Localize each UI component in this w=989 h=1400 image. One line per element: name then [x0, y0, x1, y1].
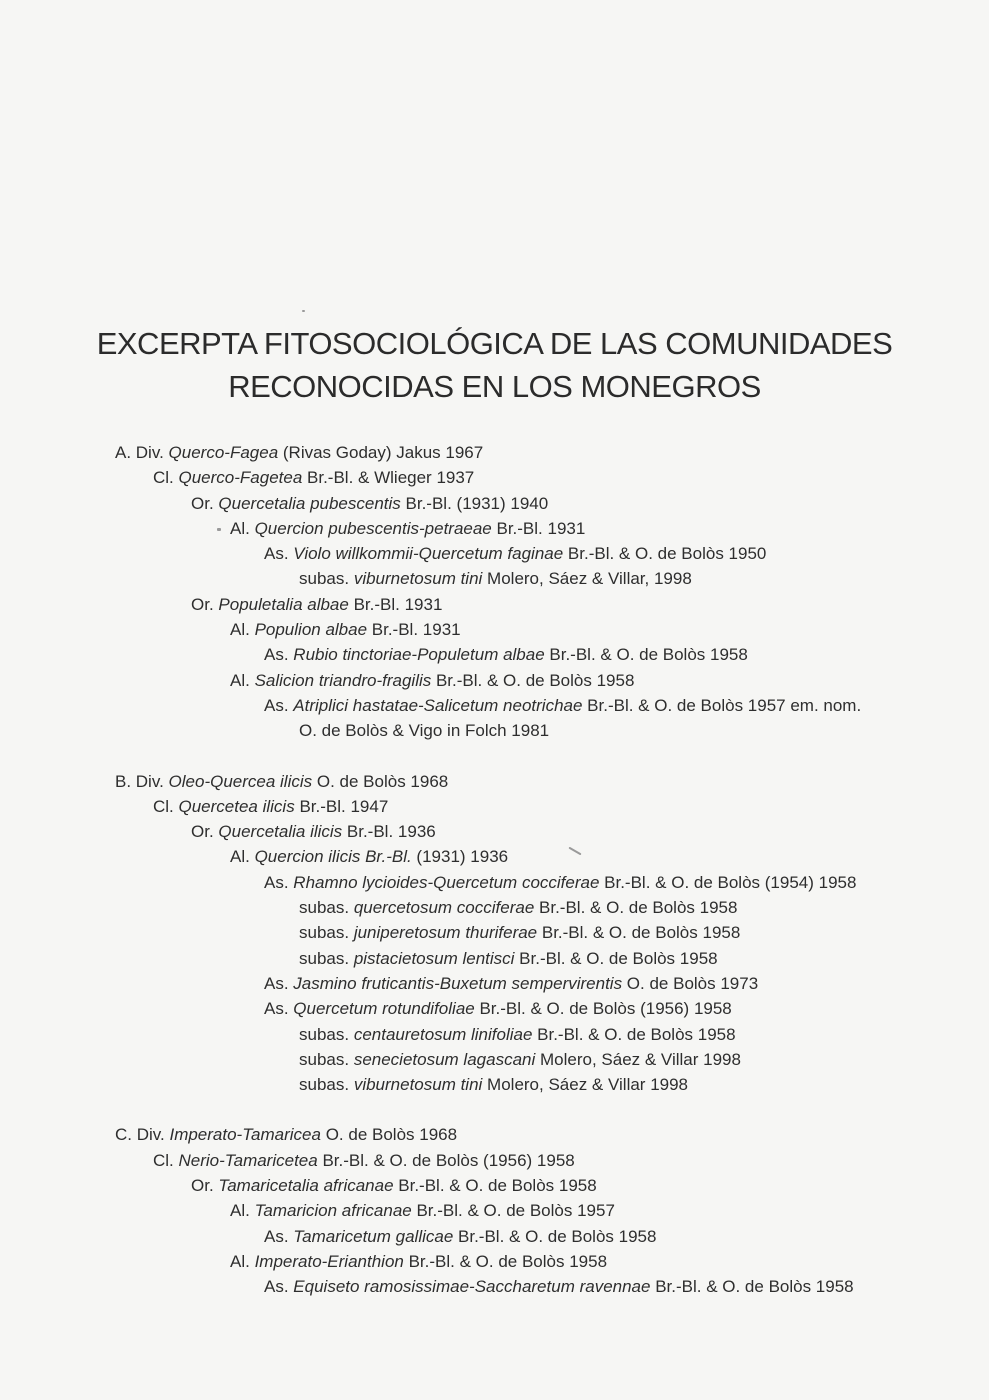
- syntaxon-name: Salicion triandro-fragilis: [254, 670, 432, 690]
- syntaxon-name: Populetalia albae: [218, 594, 349, 614]
- rank-label: Or.: [191, 1176, 219, 1196]
- author-citation: Br.-Bl. & O. de Bolòs 1958: [650, 1277, 854, 1297]
- syntaxon-entry: [0, 946, 989, 971]
- syntaxon-entry: [0, 1198, 989, 1223]
- rank-label: Al.: [230, 847, 255, 867]
- syntaxon-name: Rhamno lycioides-Quercetum cocciferae: [293, 872, 600, 892]
- syntaxon-name: Imperato-Tamaricea: [169, 1125, 321, 1145]
- syntaxon-name: Jasmino fruticantis-Buxetum sempervirentis: [293, 973, 623, 993]
- rank-label: subas.: [299, 898, 354, 918]
- author-citation: Br.-Bl. & O. de Bolòs 1958: [514, 948, 718, 968]
- syntaxonomic-list: [0, 440, 989, 1300]
- rank-label: subas.: [299, 1075, 354, 1095]
- syntaxon-name: centauretosum linifoliae: [353, 1024, 533, 1044]
- syntaxon-name: Tamaricetum gallicae: [293, 1226, 454, 1246]
- rank-label: subas.: [299, 1024, 354, 1044]
- syntaxon-entry: [0, 1173, 989, 1198]
- author-citation: (Rivas Goday) Jakus 1967: [278, 443, 484, 462]
- syntaxon-name: Imperato-Erianthion: [254, 1251, 404, 1271]
- rank-label: Cl.: [153, 468, 179, 488]
- division-section: [0, 1122, 989, 1299]
- division-section: [0, 440, 989, 744]
- author-citation: Br.-Bl. & O. de Bolòs 1958: [403, 1251, 608, 1271]
- syntaxon-name: Oleo-Quercea ilicis: [168, 771, 313, 791]
- syntaxon-name: Populion albae: [254, 620, 368, 640]
- rank-label: C. Div.: [115, 1125, 170, 1145]
- syntaxon-entry: [0, 996, 989, 1021]
- syntaxon-entry: [0, 491, 989, 516]
- author-citation: Br.-Bl. & O. de Bolòs 1958: [544, 645, 748, 665]
- syntaxon-name: Violo willkommii-Quercetum faginae: [293, 544, 564, 564]
- syntaxon-name: senecietosum lagascani: [353, 1049, 536, 1069]
- rank-label: Or.: [191, 822, 219, 842]
- syntaxon-entry: [0, 440, 989, 465]
- rank-label: Al.: [230, 1201, 255, 1221]
- author-citation: Molero, Sáez & Villar, 1998: [482, 569, 692, 589]
- author-citation: Br.-Bl. & O. de Bolòs 1958: [534, 898, 738, 918]
- syntaxon-name: viburnetosum tini: [353, 569, 483, 589]
- author-citation: Br.-Bl. & O. de Bolòs 1957: [411, 1201, 615, 1221]
- division-section: [0, 769, 989, 1098]
- author-citation: Molero, Sáez & Villar 1998: [535, 1049, 741, 1069]
- rank-label: As.: [264, 695, 294, 715]
- syntaxon-entry: [0, 895, 989, 920]
- syntaxon-entry: [0, 769, 989, 794]
- syntaxon-entry: [0, 1224, 989, 1249]
- syntaxon-entry: [0, 1274, 989, 1299]
- syntaxon-entry: [0, 971, 989, 996]
- syntaxon-entry: [0, 844, 989, 869]
- author-citation: Br.-Bl. & O. de Bolòs 1958: [532, 1024, 736, 1044]
- author-citation: Br.-Bl. & O. de Bolòs 1957 em. nom.: [582, 695, 862, 715]
- rank-label: subas.: [299, 948, 354, 968]
- syntaxon-entry: [0, 693, 989, 718]
- syntaxon-entry: [0, 642, 989, 667]
- rank-label: Or.: [191, 594, 219, 614]
- syntaxon-name: Nerio-Tamaricetea: [178, 1150, 318, 1170]
- author-citation: Br.-Bl. & O. de Bolòs 1958: [537, 923, 741, 943]
- rank-label: Al.: [230, 1251, 255, 1271]
- syntaxon-name: quercetosum cocciferae: [353, 898, 535, 918]
- author-citation: O. de Bolòs 1968: [320, 1125, 458, 1145]
- syntaxon-name: Quercion pubescentis-petraeae: [254, 518, 492, 538]
- rank-label: Al.: [230, 620, 255, 640]
- rank-label: Or.: [191, 493, 219, 513]
- syntaxon-name: Quercetalia ilicis: [218, 822, 343, 842]
- author-citation: Br.-Bl. & O. de Bolòs (1954) 1958: [599, 872, 857, 892]
- author-citation: O. de Bolòs 1973: [622, 973, 759, 993]
- rank-label: subas.: [299, 569, 354, 589]
- syntaxon-entry: [0, 465, 989, 490]
- author-citation: Br.-Bl. & O. de Bolòs 1958: [431, 670, 635, 690]
- syntaxon-entry: [0, 1072, 989, 1097]
- syntaxon-entry: [0, 1047, 989, 1072]
- syntaxon-name: Tamaricion africanae: [254, 1201, 412, 1221]
- rank-label: Al.: [230, 518, 255, 538]
- scan-speck: [302, 310, 305, 312]
- syntaxon-name: Quercetea ilicis: [178, 796, 295, 816]
- syntaxon-entry: [0, 870, 989, 895]
- syntaxon-entry: [0, 566, 989, 591]
- syntaxon-name: Quercetalia pubescentis: [218, 493, 401, 513]
- rank-label: As.: [264, 973, 294, 993]
- syntaxon-name: pistacietosum lentisci: [353, 948, 515, 968]
- rank-label: As.: [264, 999, 294, 1019]
- rank-label: A. Div.: [115, 443, 169, 462]
- syntaxon-name: Querco-Fagea: [168, 443, 279, 462]
- syntaxon-name: Tamaricetalia africanae: [218, 1176, 394, 1196]
- syntaxon-entry: [0, 1249, 989, 1274]
- rank-label: subas.: [299, 923, 354, 943]
- syntaxon-entry: [0, 1148, 989, 1173]
- syntaxon-entry: [0, 718, 989, 743]
- rank-label: As.: [264, 544, 294, 564]
- rank-label: As.: [264, 1277, 294, 1297]
- syntaxon-entry: [0, 617, 989, 642]
- rank-label: As.: [264, 1226, 294, 1246]
- rank-label: subas.: [299, 1049, 354, 1069]
- author-citation: Br.-Bl. & O. de Bolòs 1950: [563, 544, 767, 564]
- rank-label: B. Div.: [115, 771, 169, 791]
- syntaxon-entry: [0, 1022, 989, 1047]
- author-citation: Br.-Bl. & O. de Bolòs 1958: [393, 1176, 597, 1196]
- syntaxon-name: Rubio tinctoriae-Populetum albae: [293, 645, 545, 665]
- syntaxon-entry: [0, 541, 989, 566]
- author-citation: O. de Bolòs & Vigo in Folch 1981: [299, 721, 550, 741]
- syntaxon-name: juniperetosum thuriferae: [353, 923, 538, 943]
- syntaxon-name: Quercetum rotundifoliae: [293, 999, 475, 1019]
- syntaxon-entry: [0, 1122, 989, 1147]
- author-citation: O. de Bolòs 1968: [312, 771, 449, 791]
- author-citation: Br.-Bl. 1936: [342, 822, 436, 842]
- syntaxon-entry: [0, 668, 989, 693]
- author-citation: Molero, Sáez & Villar 1998: [482, 1075, 689, 1095]
- syntaxon-entry: [0, 592, 989, 617]
- title-line-1: EXCERPTA FITOSOCIOLÓGICA DE LAS COMUNIDADES: [96, 326, 893, 361]
- rank-label: Cl.: [153, 796, 179, 816]
- author-citation: Br.-Bl. 1931: [348, 594, 443, 614]
- syntaxon-entry: [0, 516, 989, 541]
- rank-label: As.: [264, 872, 294, 892]
- author-citation: Br.-Bl. 1931: [367, 620, 461, 640]
- syntaxon-entry: [0, 794, 989, 819]
- syntaxon-name: Equiseto ramosissimae-Saccharetum ravennae: [293, 1277, 651, 1297]
- syntaxon-entry: [0, 920, 989, 945]
- syntaxon-name: Quercion ilicis Br.-Bl.: [254, 847, 412, 867]
- author-citation: Br.-Bl. & O. de Bolòs (1956) 1958: [474, 999, 732, 1019]
- author-citation: Br.-Bl. & O. de Bolòs 1958: [453, 1226, 657, 1246]
- author-citation: (1931) 1936: [411, 847, 509, 867]
- author-citation: Br.-Bl. & Wlieger 1937: [302, 468, 475, 488]
- author-citation: Br.-Bl. & O. de Bolòs (1956) 1958: [317, 1150, 575, 1170]
- author-citation: Br.-Bl. (1931) 1940: [400, 493, 549, 513]
- author-citation: Br.-Bl. 1931: [491, 518, 586, 538]
- rank-label: As.: [264, 645, 294, 665]
- syntaxon-name: Atriplici hastatae-Salicetum neotrichae: [293, 695, 583, 715]
- syntaxon-entry: [0, 819, 989, 844]
- syntaxon-name: viburnetosum tini: [353, 1075, 483, 1095]
- page-title: [0, 322, 989, 408]
- author-citation: Br.-Bl. 1947: [294, 796, 389, 816]
- rank-label: Al.: [230, 670, 255, 690]
- rank-label: Cl.: [153, 1150, 179, 1170]
- syntaxon-name: Querco-Fagetea: [178, 468, 303, 488]
- title-line-2: RECONOCIDAS EN LOS MONEGROS: [228, 369, 761, 404]
